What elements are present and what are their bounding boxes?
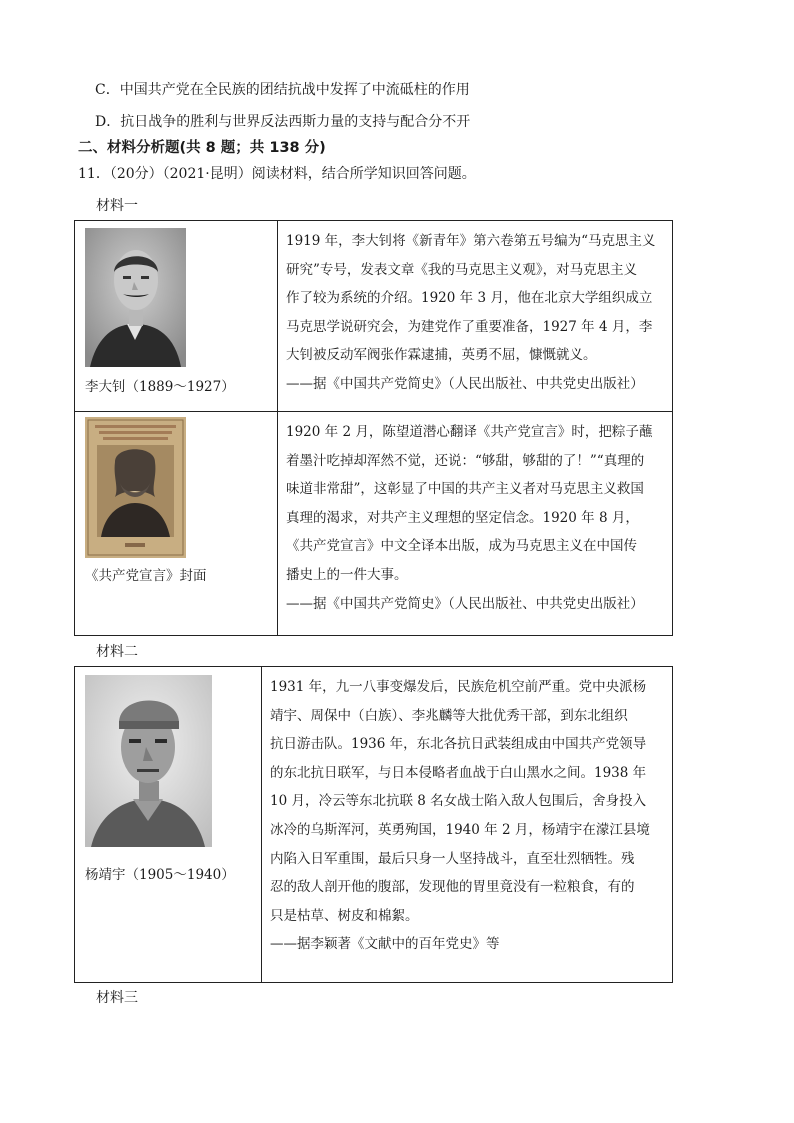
source-line: ——据李颖著《文献中的百年党史》等 <box>270 936 500 953</box>
text-line: 马克思学说研究会，为建党作了重要准备，1927 年 4 月，李 <box>286 318 653 335</box>
text-line: 冰冷的乌斯浑河，英勇殉国，1940 年 2 月，杨靖宇在濛江县境 <box>270 821 650 838</box>
option-c: C．中国共产党在全民族的团结抗战中发挥了中流砥柱的作用 <box>95 82 470 98</box>
yang-jingyu-text-cell <box>262 667 673 983</box>
manifesto-text-cell <box>278 412 673 636</box>
yang-jingyu-cell <box>75 667 262 983</box>
text-line: 内陷入日军重围，最后只身一人坚持战斗，直至壮烈牺牲。残 <box>270 850 635 867</box>
material2-table <box>74 666 673 983</box>
text-line: 的东北抗日联军，与日本侵略者血战于白山黑水之间。1938 年 <box>270 764 647 781</box>
material2-row-yang-jingyu <box>75 667 673 983</box>
manifesto-cover-image <box>85 417 186 558</box>
text-line: 研究”专号，发表文章《我的马克思主义观》，对马克思主义 <box>286 261 638 278</box>
text-line: 作了较为系统的介绍。1920 年 3 月，他在北京大学组织成立 <box>286 290 653 307</box>
material1-row-manifesto <box>75 412 673 636</box>
text-line: 忍的敌人剖开他的腹部，发现他的胃里竟没有一粒粮食，有的 <box>270 879 635 896</box>
section-heading: 二、材料分析题(共 8 题；共 138 分) <box>78 140 326 156</box>
material1-row-li-dazhao <box>75 221 673 412</box>
text-line: 1919 年，李大钊将《新青年》第六卷第五号编为“马克思主义 <box>286 233 656 249</box>
li-dazhao-text-cell <box>278 221 673 412</box>
yang-jingyu-caption: 杨靖宇（1905～1940） <box>85 867 235 883</box>
text-line: 味道非常甜”，这彰显了中国的共产主义者对马克思主义救国 <box>286 481 644 498</box>
text-line: 大钊被反动军阀张作霖逮捕，英勇不屈，慷慨就义。 <box>286 347 597 364</box>
yang-jingyu-paragraph <box>270 673 672 959</box>
material3-label: 材料三 <box>96 990 138 1006</box>
text-line: 《共产党宣言》中文全译本出版，成为马克思主义在中国传 <box>286 538 637 555</box>
text-line: 1931 年，九一八事变爆发后，民族危机空前严重。党中央派杨 <box>270 679 647 695</box>
text-line: 1920 年 2 月，陈望道潜心翻译《共产党宣言》时，把粽子蘸 <box>286 424 653 440</box>
text-line: 真理的渴求，对共产主义理想的坚定信念。1920 年 8 月， <box>286 509 639 526</box>
manifesto-cell <box>75 412 278 636</box>
manifesto-caption: 《共产党宣言》封面 <box>85 568 207 584</box>
text-line: 只是枯草、树皮和棉絮。 <box>270 907 419 924</box>
li-dazhao-paragraph <box>286 227 672 399</box>
li-dazhao-portrait <box>85 228 186 367</box>
text-line: 抗日游击队。1936 年，东北各抗日武装组成由中国共产党领导 <box>270 736 647 753</box>
manifesto-paragraph <box>286 418 672 618</box>
li-dazhao-caption: 李大钊（1889～1927） <box>85 379 235 395</box>
material1-label: 材料一 <box>96 198 138 214</box>
material1-table <box>74 220 673 636</box>
text-line: 靖宇、周保中（白族）、李兆麟等大批优秀干部，到东北组织 <box>270 707 628 724</box>
option-d: D．抗日战争的胜利与世界反法西斯力量的支持与配合分不开 <box>95 114 471 130</box>
source-line: ——据《中国共产党简史》（人民出版社、中共党史出版社） <box>286 595 644 612</box>
question-text: 11．（20分）（2021·昆明）阅读材料，结合所学知识回答问题。 <box>78 166 476 182</box>
text-line: 10 月，冷云等东北抗联 8 名女战士陷入敌人包围后，舍身投入 <box>270 793 647 810</box>
material2-label: 材料二 <box>96 644 138 660</box>
yang-jingyu-portrait <box>85 675 212 847</box>
li-dazhao-cell <box>75 221 278 412</box>
source-line: ——据《中国共产党简史》（人民出版社、中共党史出版社） <box>286 375 644 392</box>
text-line: 着墨汁吃掉却浑然不觉，还说：“够甜，够甜的了！”“真理的 <box>286 452 645 469</box>
text-line: 播史上的一件大事。 <box>286 566 408 583</box>
